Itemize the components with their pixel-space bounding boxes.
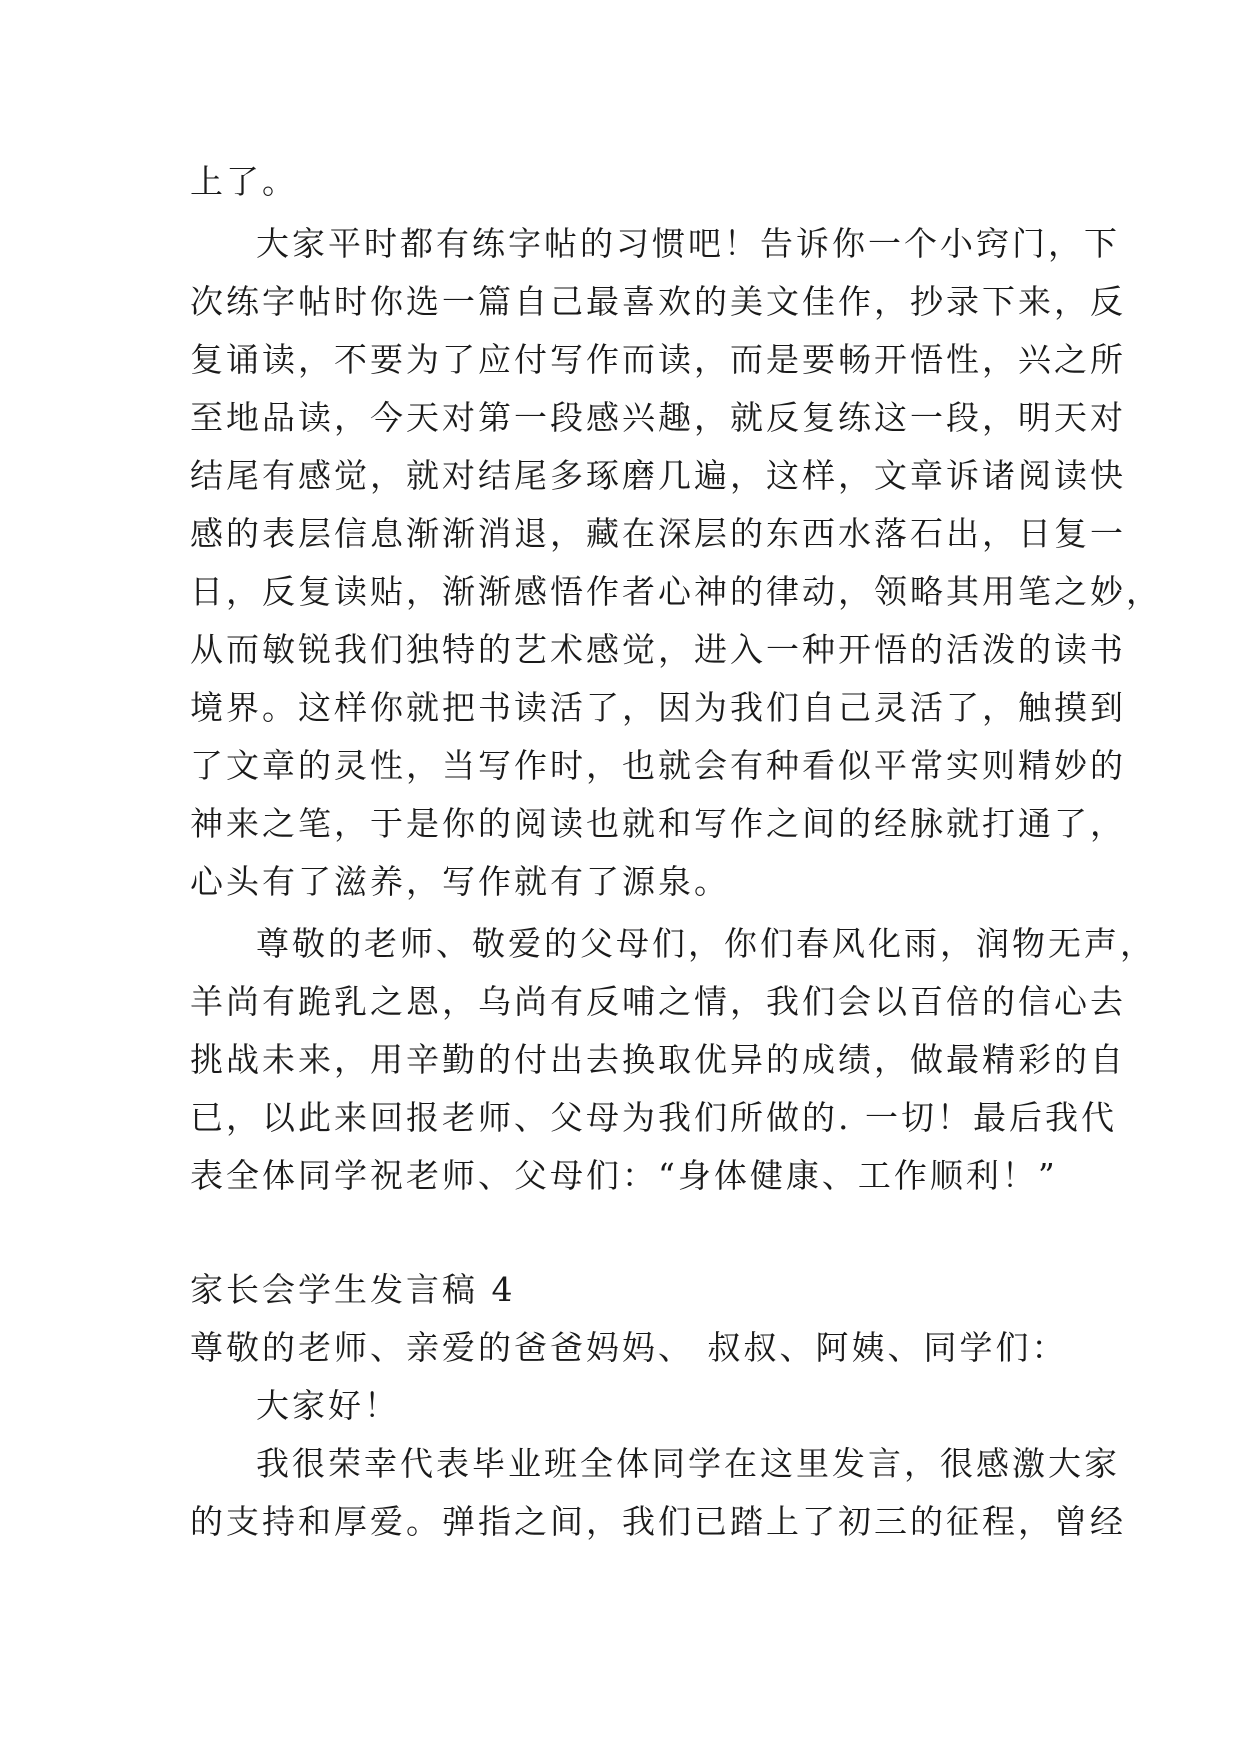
text-line: 大家平时都有练字帖的习惯吧！告诉你一个小窍门，下 — [256, 224, 1120, 263]
text-line: 神来之笔，于是你的阅读也就和写作之间的经脉就打通了， — [190, 804, 1126, 843]
text-line: 我很荣幸代表毕业班全体同学在这里发言，很感激大家 — [256, 1444, 1120, 1483]
text-line: 的支持和厚爱。弹指之间，我们已踏上了初三的征程，曾经 — [190, 1502, 1126, 1541]
salutation: 尊敬的老师、亲爱的爸爸妈妈、 叔叔、阿姨、同学们： — [190, 1328, 1068, 1367]
section-heading: 家长会学生发言稿 4 — [190, 1270, 516, 1309]
text-line: 表全体同学祝老师、父母们：“身体健康、工作顺利！” — [190, 1156, 1058, 1195]
text-line: 尊敬的老师、敬爱的父母们，你们春风化雨，润物无声， — [256, 924, 1156, 963]
text-line: 日，反复读贴，渐渐感悟作者心神的律动，领略其用笔之妙， — [190, 572, 1162, 611]
text-line: 心头有了滋养，写作就有了源泉。 — [190, 862, 730, 901]
greeting: 大家好！ — [256, 1386, 400, 1425]
text-line: 从而敏锐我们独特的艺术感觉，进入一种开悟的活泼的读书 — [190, 630, 1126, 669]
text-line: 次练字帖时你选一篇自己最喜欢的美文佳作，抄录下来，反 — [190, 282, 1126, 321]
text-line: 复诵读，不要为了应付写作而读，而是要畅开悟性，兴之所 — [190, 340, 1126, 379]
text-line: 挑战未来，用辛勤的付出去换取优异的成绩，做最精彩的自 — [190, 1040, 1126, 1079]
text-line: 了文章的灵性，当写作时，也就会有种看似平常实则精妙的 — [190, 746, 1126, 785]
text-line: 感的表层信息渐渐消退，藏在深层的东西水落石出，日复一 — [190, 514, 1126, 553]
text-line: 羊尚有跪乳之恩，乌尚有反哺之情，我们会以百倍的信心去 — [190, 982, 1126, 1021]
text-line: 至地品读，今天对第一段感兴趣，就反复练这一段，明天对 — [190, 398, 1126, 437]
text-line: 已，以此来回报老师、父母为我们所做的. 一切！最后我代 — [190, 1098, 1117, 1137]
text-line: 上了。 — [190, 162, 298, 201]
text-line: 结尾有感觉，就对结尾多琢磨几遍，这样，文章诉诸阅读快 — [190, 456, 1126, 495]
text-line: 境界。这样你就把书读活了，因为我们自己灵活了，触摸到 — [190, 688, 1126, 727]
